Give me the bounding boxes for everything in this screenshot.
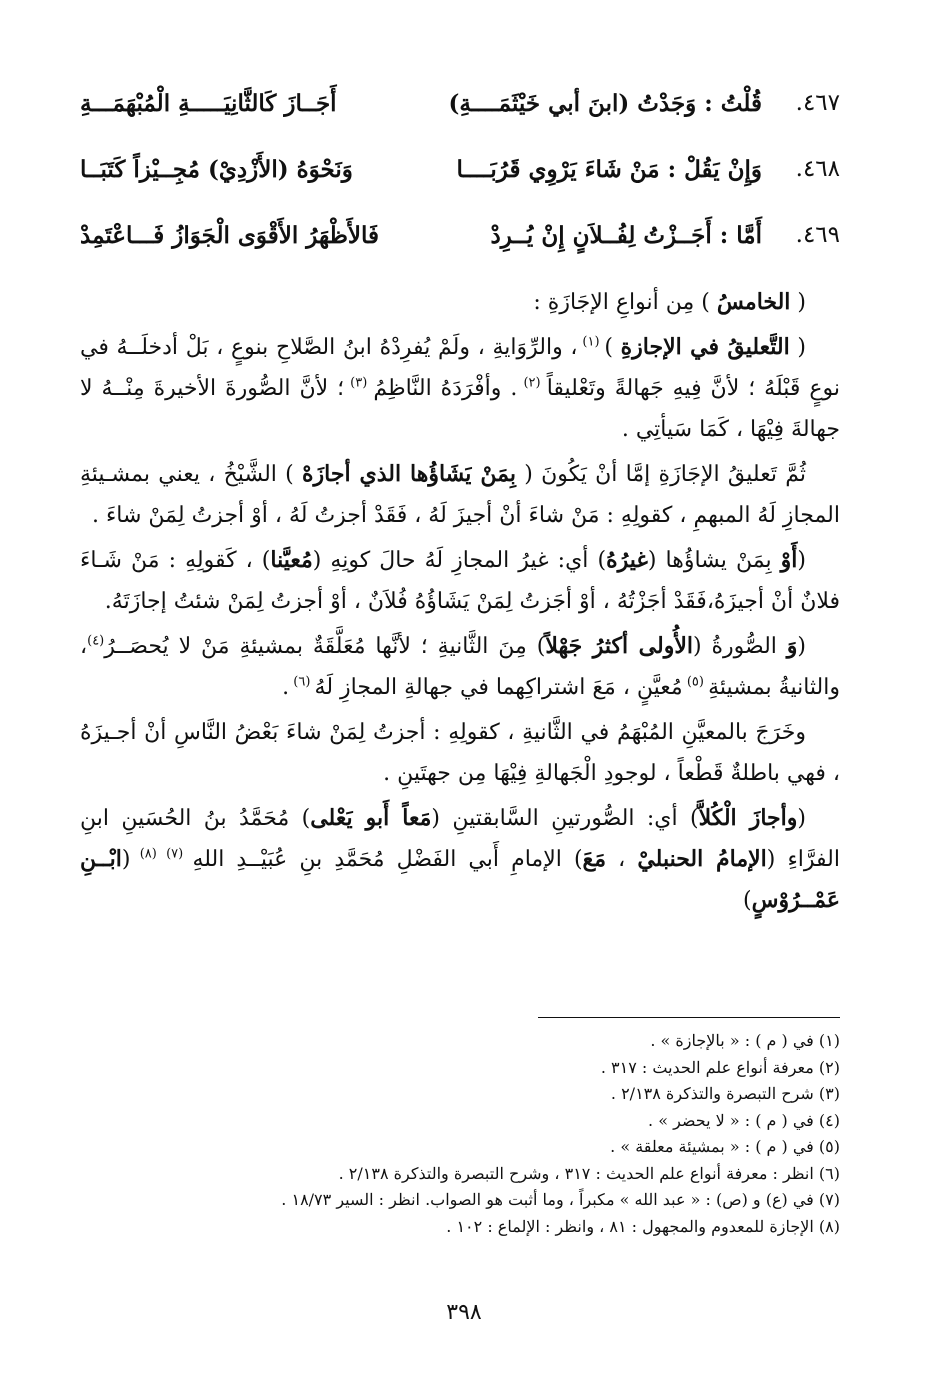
bold-term: التَّعليقُ في الإجازةِ <box>620 334 790 360</box>
footnote: (٨) الإجازة للمعدوم والمجهول : ٨١ ، وانظر : الإلماع : ١٠٢ . <box>446 1216 840 1236</box>
paragraph <box>80 798 840 921</box>
footnote: (٥) في ( م ) : « بمشيئة معلقة » . <box>610 1137 840 1156</box>
bold-term: مَعاً أَبو يَعْلى <box>310 805 432 831</box>
footnote: (٢) معرفة أنواع علم الحديث : ٣١٧ . <box>600 1057 840 1077</box>
bold-term: وَ <box>786 633 798 659</box>
verse-number: ٤٦٧. <box>795 90 840 116</box>
text: ) <box>743 888 752 913</box>
footnote-ref[interactable]: (٧) (٨) <box>130 846 193 862</box>
text: مُعيَّنٍ ، مَعَ اشتراكِهما في جهالةِ المجازِ لَهُ <box>314 675 683 700</box>
text: ، والثانيةُ بمشيئةِ <box>80 634 840 700</box>
paragraph <box>80 626 840 708</box>
text: ( <box>789 335 806 360</box>
bold-term: بِمَنْ يَشَاؤُها الذي أجازَهْ <box>302 461 516 487</box>
footnote: (٧) في (ع) و (ص) : « عبد الله » مكبراً ، وما أثبت هو الصواب. انظر : السير ١٨/٧٣ . <box>281 1190 840 1209</box>
footnote-ref[interactable]: (٦) <box>289 674 315 690</box>
verse-first-hemistich: وَإِنْ يَقُلْ : مَنْ شَاءَ يَرْوِي قَرُبَــــا <box>456 156 762 183</box>
footnote-separator <box>538 1017 840 1018</box>
footnote-ref[interactable]: (٤) <box>87 633 105 649</box>
footnote: (٣) شرح التبصرة والتذكرة ٢/١٣٨ . <box>610 1084 840 1103</box>
text: ( <box>797 634 807 659</box>
footnote-ref[interactable]: (٢) <box>517 375 547 391</box>
text: ؛ لأنَّ الصُّورةَ الأخيرةَ مِنْــهُ لا جهالةَ فِيْهَا ، كَمَا سَيأتِي . <box>80 376 840 442</box>
text: وخَرَجَ بالمعيَّنِ المُبْهَمُ في الثَّانيةِ ، كقولِهِ : أجزتُ لِمَنْ شاءَ بَعْضُ النَّاسِ أنْ أجـيزَهُ ، فهي باطلةٌ قَطْعاً ، لوجودِ الْجَهالةِ فِيْهَا مِن جهتَينِ . <box>80 720 840 786</box>
paragraph <box>80 454 840 536</box>
text: ) الشَّيْخُ ، يعني بمشـيئةِ المجازِ لَهُ المبهمِ ، كقولِهِ : مَنْ شاءَ أنْ أجيزَ لَهُ ، فَقَدْ أجزتُ لَهُ ، أوْ أجزتُ لِمَنْ شاءَ . <box>80 462 840 528</box>
commentary-text <box>80 282 840 925</box>
text: ، والرِّوَايةِ ، ولَمْ يُفرِدْهُ ابنُ الصَّلاحِ بنوعٍ ، بَلْ أدخلَــهُ في نوعٍ قَبْلَهُ ؛ لأنَّ فِيهِ جَهالةً وتَعْليقاً <box>80 335 840 401</box>
text: . <box>282 675 290 700</box>
bold-term: مَعَ <box>582 846 607 872</box>
text: ( <box>797 548 806 573</box>
text: الصُّورةُ ( <box>693 634 787 659</box>
bold-term: الإمامُ الحنبليْ <box>637 846 767 872</box>
footnote-ref[interactable]: (٣) <box>344 375 374 391</box>
paragraph <box>80 712 840 794</box>
paragraph <box>80 327 840 450</box>
text: ) الإمامِ أَبي الفَضْلِ مُحَمَّدِ بنِ عُبَيْــدِ اللهِ <box>192 847 583 872</box>
text: ) مِنَ الثَّانيةِ ؛ لأنَّها مُعَلَّقَةٌ بمشيئةِ مَنْ لا يُحصَــرُ <box>104 634 546 659</box>
verse-second-hemistich: فَالأَظْهَرُ الأَقْوَى الْجَوَازُ فَـــاعْتَمِدْ <box>80 222 379 249</box>
bold-term: مُعيَّنا <box>270 547 313 573</box>
text: . وأفْرَدَهُ النَّاظِمُ <box>373 376 518 401</box>
text: ( <box>797 806 806 831</box>
text: ) مِن أنواعِ الإجَازَةِ : <box>533 290 717 315</box>
bold-term: ابْــنِ عَمْــرُوْسٍ <box>80 846 840 913</box>
text: ) ، كَقولِهِ : مَنْ شَـاءَ فلانٌ أنْ أجيزَهُ،فَقَدْ أجَزْتُهُ ، أوْ أجَزتُ لِمَنْ يَشَاؤُهُ فُلاَنٌ ، أوْ أجزتُ لِمَنْ شئتُ إجازَتَهُ. <box>80 548 840 614</box>
text: ) أي: الصُّورتينِ السَّابقتينِ ( <box>431 806 699 831</box>
verse-block <box>80 90 840 288</box>
verse-467 <box>80 90 840 156</box>
bold-term: الخامسُ <box>716 289 791 315</box>
verse-first-hemistich: أَمَّا : أَجَــزْتُ لِفُــلاَنٍ إِنْ يُــرِدْ <box>490 222 762 249</box>
footnote-ref[interactable]: (٥) <box>682 674 709 690</box>
text: ثُمَّ تَعليقُ الإجَازَةِ إمَّا أنْ يَكُونَ ( <box>515 462 806 487</box>
footnote: (١) في ( م ) : « بالإجازة » . <box>650 1031 840 1050</box>
verse-number: ٤٦٩. <box>795 222 840 248</box>
text: ( <box>790 290 806 315</box>
footnotes-list <box>80 1028 840 1240</box>
bold-term: وأجازَ الْكُلاَّ <box>698 805 798 831</box>
footnote: (٤) في ( م ) : « لا يحضر » . <box>648 1110 840 1130</box>
text: بِمَنْ يشاؤُها ( <box>647 548 781 573</box>
verse-469 <box>80 222 840 288</box>
paragraph <box>80 540 840 622</box>
footnote: (٦) انظر : معرفة أنواع علم الحديث : ٣١٧ ، وشرح التبصرة والتذكرة ٢/١٣٨ . <box>338 1163 840 1183</box>
page-number: ٣٩٨ <box>446 1300 482 1325</box>
bold-term: الأُولى أكثرُ جَهْلاً <box>545 633 693 659</box>
verse-468 <box>80 156 840 222</box>
bold-term: غيرُهُ <box>606 547 648 573</box>
text: ) مُحَمَّدُ بنُ الحُسَينِ ابنِ الفرَّاءِ ( <box>80 806 840 872</box>
text: ، <box>606 847 638 872</box>
text: ( <box>121 847 131 872</box>
paragraph-heading <box>80 282 840 323</box>
verse-number: ٤٦٨. <box>795 156 840 182</box>
verse-second-hemistich: وَنَحْوَهُ (الأَزْدِيْ) مُجِــيْزاً كَتَبَــا <box>80 156 353 183</box>
text: ) أي: غيرُ المجازِ لَهُ حالَ كونِهِ ( <box>312 548 607 573</box>
text: ) <box>604 335 621 360</box>
verse-first-hemistich: قُلْتُ : وَجَدْتُ (ابنَ أبي خَيْثَمَــــةِ) <box>448 90 762 117</box>
verse-second-hemistich: أَجَــازَ كَالثَّانِيَـــــةِ الْمُبْهَمَـــةِ <box>80 90 337 117</box>
bold-term: أَوْ <box>780 547 798 573</box>
footnote-ref[interactable]: (١) <box>577 334 605 350</box>
